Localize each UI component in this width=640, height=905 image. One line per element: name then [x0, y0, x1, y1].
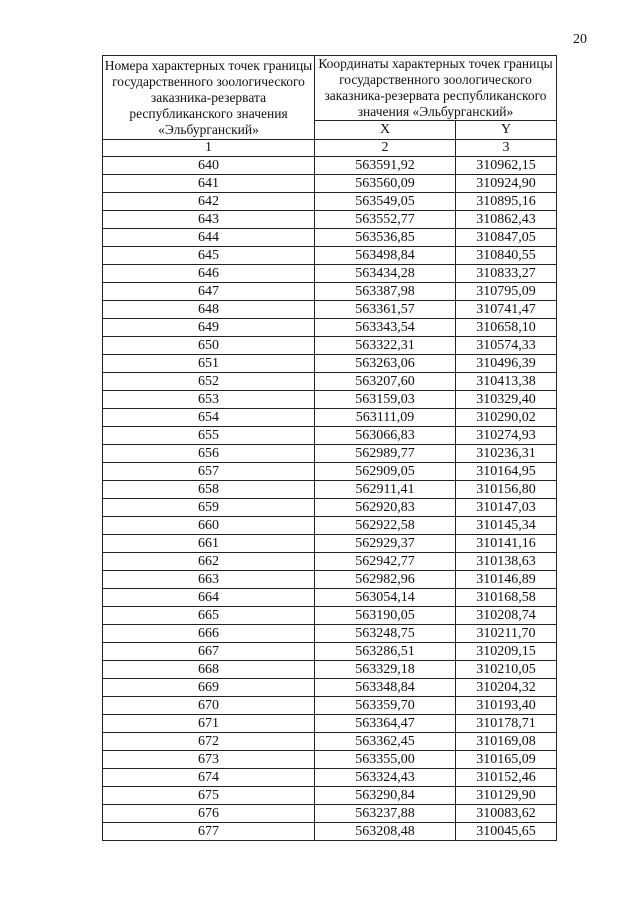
- x-coordinate-cell: 563329,18: [315, 661, 456, 679]
- table-row: [103, 409, 557, 427]
- table-row: [103, 301, 557, 319]
- table-body: [103, 157, 557, 841]
- y-coordinate-cell: 310169,08: [456, 733, 557, 751]
- table-row: [103, 517, 557, 535]
- table-row: [103, 697, 557, 715]
- y-coordinate-cell: 310138,63: [456, 553, 557, 571]
- x-coordinate-cell: 562920,83: [315, 499, 456, 517]
- y-coordinate-cell: 310147,03: [456, 499, 557, 517]
- point-number-cell: 653: [103, 391, 315, 409]
- x-coordinate-cell: 563237,88: [315, 805, 456, 823]
- x-coordinate-cell: 563355,00: [315, 751, 456, 769]
- point-number-cell: 644: [103, 229, 315, 247]
- point-number-cell: 640: [103, 157, 315, 175]
- y-coordinate-cell: 310895,16: [456, 193, 557, 211]
- y-coordinate-cell: 310204,32: [456, 679, 557, 697]
- table-row: [103, 643, 557, 661]
- table-row: [103, 625, 557, 643]
- point-number-cell: 657: [103, 463, 315, 481]
- y-coordinate-cell: 310168,58: [456, 589, 557, 607]
- y-coordinate-cell: 310129,90: [456, 787, 557, 805]
- x-coordinate-cell: 563434,28: [315, 265, 456, 283]
- table-row: [103, 715, 557, 733]
- y-coordinate-cell: 310833,27: [456, 265, 557, 283]
- x-coordinate-cell: 563536,85: [315, 229, 456, 247]
- y-coordinate-cell: 310193,40: [456, 697, 557, 715]
- y-coordinate-cell: 310658,10: [456, 319, 557, 337]
- table-row: [103, 373, 557, 391]
- table-row: [103, 751, 557, 769]
- x-coordinate-cell: 563348,84: [315, 679, 456, 697]
- y-coordinate-cell: 310165,09: [456, 751, 557, 769]
- point-number-cell: 664: [103, 589, 315, 607]
- point-number-cell: 655: [103, 427, 315, 445]
- x-coordinate-cell: 563208,48: [315, 823, 456, 841]
- y-coordinate-cell: 310413,38: [456, 373, 557, 391]
- point-number-cell: 646: [103, 265, 315, 283]
- table-row: [103, 391, 557, 409]
- y-coordinate-cell: 310178,71: [456, 715, 557, 733]
- y-coordinate-cell: 310211,70: [456, 625, 557, 643]
- x-coordinate-cell: 563066,83: [315, 427, 456, 445]
- point-number-cell: 642: [103, 193, 315, 211]
- y-coordinate-cell: 310141,16: [456, 535, 557, 553]
- point-number-cell: 677: [103, 823, 315, 841]
- table-row: [103, 265, 557, 283]
- point-number-cell: 659: [103, 499, 315, 517]
- x-coordinate-cell: 562982,96: [315, 571, 456, 589]
- header-coordinates: Координаты характерных точек границы государственного зоологического заказника-резервата республиканского значения «Эльбурганский»: [315, 56, 557, 121]
- point-number-cell: 672: [103, 733, 315, 751]
- header-x: X: [315, 121, 456, 140]
- y-coordinate-cell: 310329,40: [456, 391, 557, 409]
- point-number-cell: 667: [103, 643, 315, 661]
- table-row: [103, 661, 557, 679]
- table-row: [103, 427, 557, 445]
- point-number-cell: 662: [103, 553, 315, 571]
- point-number-cell: 671: [103, 715, 315, 733]
- x-coordinate-cell: 562942,77: [315, 553, 456, 571]
- y-coordinate-cell: 310741,47: [456, 301, 557, 319]
- point-number-cell: 643: [103, 211, 315, 229]
- x-coordinate-cell: 563207,60: [315, 373, 456, 391]
- x-coordinate-cell: 563111,09: [315, 409, 456, 427]
- x-coordinate-cell: 563190,05: [315, 607, 456, 625]
- table-row: [103, 283, 557, 301]
- table-row: [103, 157, 557, 175]
- x-coordinate-cell: 563362,45: [315, 733, 456, 751]
- table-row: [103, 247, 557, 265]
- table-row: [103, 589, 557, 607]
- y-coordinate-cell: 310083,62: [456, 805, 557, 823]
- table-row: [103, 175, 557, 193]
- x-coordinate-cell: 562922,58: [315, 517, 456, 535]
- point-number-cell: 654: [103, 409, 315, 427]
- point-number-cell: 663: [103, 571, 315, 589]
- point-number-cell: 668: [103, 661, 315, 679]
- y-coordinate-cell: 310209,15: [456, 643, 557, 661]
- y-coordinate-cell: 310146,89: [456, 571, 557, 589]
- x-coordinate-cell: 563498,84: [315, 247, 456, 265]
- y-coordinate-cell: 310840,55: [456, 247, 557, 265]
- x-coordinate-cell: 563343,54: [315, 319, 456, 337]
- table-row: [103, 571, 557, 589]
- x-coordinate-cell: 562989,77: [315, 445, 456, 463]
- point-number-cell: 660: [103, 517, 315, 535]
- table-row: [103, 355, 557, 373]
- table-row: [103, 733, 557, 751]
- page-number: 20: [573, 32, 587, 47]
- point-number-cell: 656: [103, 445, 315, 463]
- table-row: [103, 211, 557, 229]
- point-number-cell: 670: [103, 697, 315, 715]
- x-coordinate-cell: 563549,05: [315, 193, 456, 211]
- point-number-cell: 661: [103, 535, 315, 553]
- table-row: [103, 607, 557, 625]
- table-row: [103, 229, 557, 247]
- header-point-numbers: Номера характерных точек границы государственного зоологического заказника-резервата республиканского значения «Эльбурганский»: [103, 56, 315, 140]
- point-number-cell: 652: [103, 373, 315, 391]
- table-row: [103, 769, 557, 787]
- column-number-2: 2: [315, 140, 456, 157]
- table-row: [103, 445, 557, 463]
- x-coordinate-cell: 563387,98: [315, 283, 456, 301]
- table-row: [103, 337, 557, 355]
- y-coordinate-cell: 310574,33: [456, 337, 557, 355]
- column-number-1: 1: [103, 140, 315, 157]
- x-coordinate-cell: 563248,75: [315, 625, 456, 643]
- table-row: [103, 481, 557, 499]
- y-coordinate-cell: 310156,80: [456, 481, 557, 499]
- x-coordinate-cell: 563286,51: [315, 643, 456, 661]
- y-coordinate-cell: 310045,65: [456, 823, 557, 841]
- y-coordinate-cell: 310145,34: [456, 517, 557, 535]
- table-row: [103, 823, 557, 841]
- table-row: [103, 679, 557, 697]
- y-coordinate-cell: 310208,74: [456, 607, 557, 625]
- point-number-cell: 645: [103, 247, 315, 265]
- y-coordinate-cell: 310795,09: [456, 283, 557, 301]
- x-coordinate-cell: 563359,70: [315, 697, 456, 715]
- header-y: Y: [456, 121, 557, 140]
- coordinates-table: [102, 55, 557, 841]
- table-row: [103, 787, 557, 805]
- point-number-cell: 650: [103, 337, 315, 355]
- x-coordinate-cell: 563290,84: [315, 787, 456, 805]
- point-number-cell: 674: [103, 769, 315, 787]
- point-number-cell: 648: [103, 301, 315, 319]
- x-coordinate-cell: 563159,03: [315, 391, 456, 409]
- point-number-cell: 641: [103, 175, 315, 193]
- x-coordinate-cell: 562911,41: [315, 481, 456, 499]
- point-number-cell: 676: [103, 805, 315, 823]
- table-row: [103, 463, 557, 481]
- x-coordinate-cell: 562909,05: [315, 463, 456, 481]
- y-coordinate-cell: 310236,31: [456, 445, 557, 463]
- point-number-cell: 647: [103, 283, 315, 301]
- y-coordinate-cell: 310290,02: [456, 409, 557, 427]
- point-number-cell: 649: [103, 319, 315, 337]
- point-number-cell: 666: [103, 625, 315, 643]
- point-number-cell: 651: [103, 355, 315, 373]
- table-row: [103, 319, 557, 337]
- y-coordinate-cell: 310847,05: [456, 229, 557, 247]
- point-number-cell: 658: [103, 481, 315, 499]
- y-coordinate-cell: 310164,95: [456, 463, 557, 481]
- table-row: [103, 193, 557, 211]
- table-row: [103, 535, 557, 553]
- column-number-3: 3: [456, 140, 557, 157]
- y-coordinate-cell: 310152,46: [456, 769, 557, 787]
- y-coordinate-cell: 310210,05: [456, 661, 557, 679]
- x-coordinate-cell: 563560,09: [315, 175, 456, 193]
- table-row: [103, 805, 557, 823]
- x-coordinate-cell: 563263,06: [315, 355, 456, 373]
- point-number-cell: 669: [103, 679, 315, 697]
- table-row: [103, 499, 557, 517]
- y-coordinate-cell: 310862,43: [456, 211, 557, 229]
- x-coordinate-cell: 563322,31: [315, 337, 456, 355]
- x-coordinate-cell: 563591,92: [315, 157, 456, 175]
- point-number-cell: 665: [103, 607, 315, 625]
- y-coordinate-cell: 310496,39: [456, 355, 557, 373]
- x-coordinate-cell: 563324,43: [315, 769, 456, 787]
- x-coordinate-cell: 562929,37: [315, 535, 456, 553]
- x-coordinate-cell: 563364,47: [315, 715, 456, 733]
- table-row: [103, 553, 557, 571]
- x-coordinate-cell: 563361,57: [315, 301, 456, 319]
- x-coordinate-cell: 563054,14: [315, 589, 456, 607]
- y-coordinate-cell: 310924,90: [456, 175, 557, 193]
- y-coordinate-cell: 310962,15: [456, 157, 557, 175]
- point-number-cell: 673: [103, 751, 315, 769]
- y-coordinate-cell: 310274,93: [456, 427, 557, 445]
- x-coordinate-cell: 563552,77: [315, 211, 456, 229]
- point-number-cell: 675: [103, 787, 315, 805]
